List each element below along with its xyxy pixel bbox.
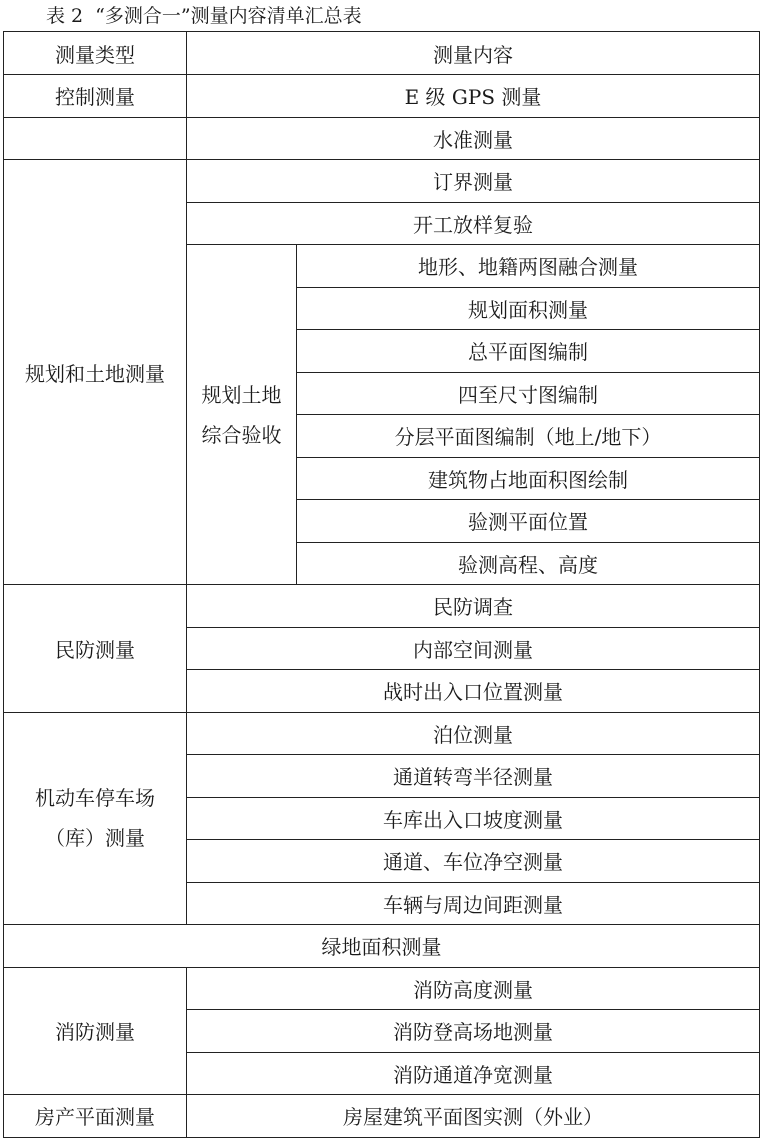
content-cell: 内部空间测量 (187, 627, 760, 670)
content-cell: E 级 GPS 测量 (187, 75, 760, 118)
table-row (4, 585, 760, 628)
table-row (4, 712, 760, 755)
content-cell: 地形、地籍两图融合测量 (297, 245, 760, 288)
type-cell-parking (4, 712, 187, 925)
subtype-line: 规划土地 (201, 382, 282, 407)
content-cell: 房屋建筑平面图实测（外业） (187, 1095, 760, 1138)
full-width-cell-green: 绿地面积测量 (4, 925, 760, 968)
content-cell: 开工放样复验 (187, 202, 760, 245)
table-row (4, 967, 760, 1010)
table-row (4, 75, 760, 118)
content-cell: 验测高程、高度 (297, 542, 760, 585)
content-cell: 分层平面图编制（地上/地下） (297, 415, 760, 458)
subtype-cell-planning-acceptance (187, 245, 297, 585)
content-cell: 订界测量 (187, 160, 760, 203)
table-title: “多测合一”测量内容清单汇总表 (95, 5, 362, 27)
type-cell-property: 房产平面测量 (4, 1095, 187, 1138)
table-row (4, 160, 760, 203)
measurement-content-table (3, 31, 760, 1138)
type-cell-planning: 规划和土地测量 (4, 160, 187, 585)
table-number: 表 2 (46, 5, 84, 27)
type-cell-civil-defense: 民防测量 (4, 585, 187, 713)
table-row (4, 117, 760, 160)
content-cell: 战时出入口位置测量 (187, 670, 760, 713)
table-row (4, 1095, 760, 1138)
type-line: （库）测量 (45, 826, 145, 851)
table-caption (46, 2, 362, 30)
type-cell-fire: 消防测量 (4, 967, 187, 1095)
content-cell: 验测平面位置 (297, 500, 760, 543)
subtype-line: 综合验收 (201, 422, 282, 447)
type-cell-empty (4, 117, 187, 160)
content-cell: 规划面积测量 (297, 287, 760, 330)
content-cell: 消防登高场地测量 (187, 1010, 760, 1053)
header-row (4, 32, 760, 75)
header-type-cell: 测量类型 (4, 32, 187, 75)
content-cell: 车库出入口坡度测量 (187, 797, 760, 840)
content-cell: 通道、车位净空测量 (187, 840, 760, 883)
header-content-cell: 测量内容 (187, 32, 760, 75)
content-cell: 四至尺寸图编制 (297, 372, 760, 415)
content-cell: 通道转弯半径测量 (187, 755, 760, 798)
table-row (4, 925, 760, 968)
content-cell: 消防高度测量 (187, 967, 760, 1010)
type-line: 机动车停车场 (35, 786, 155, 811)
content-cell: 消防通道净宽测量 (187, 1052, 760, 1095)
content-cell: 总平面图编制 (297, 330, 760, 373)
type-cell-control: 控制测量 (4, 75, 187, 118)
content-cell: 泊位测量 (187, 712, 760, 755)
content-cell: 建筑物占地面积图绘制 (297, 457, 760, 500)
content-cell: 民防调查 (187, 585, 760, 628)
content-cell: 水准测量 (187, 117, 760, 160)
content-cell: 车辆与周边间距测量 (187, 882, 760, 925)
